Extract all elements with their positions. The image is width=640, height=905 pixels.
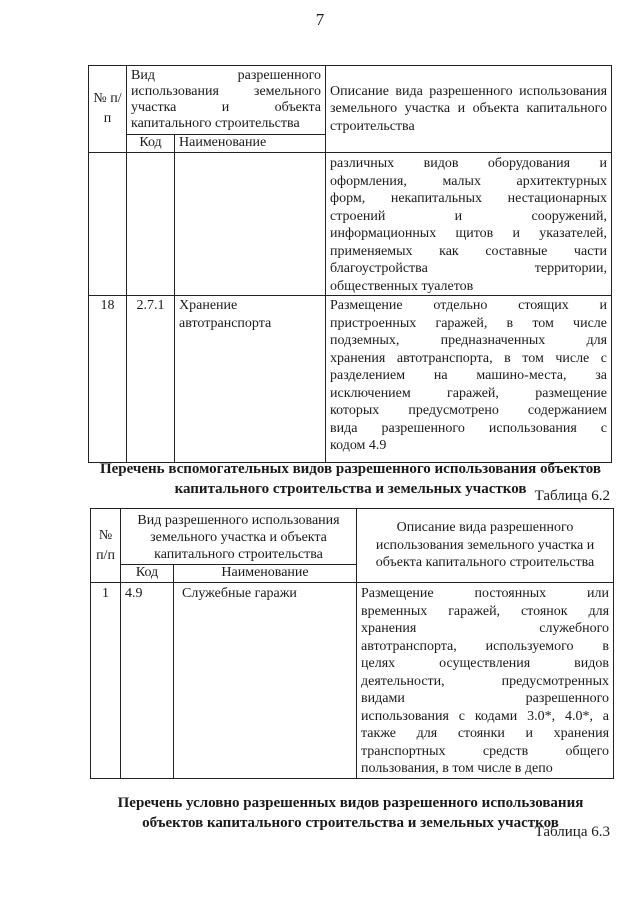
desc-line: оформления, малых архитектурных <box>330 173 608 189</box>
desc-line: форм, некапитальных нестационарных <box>330 191 608 206</box>
desc-line: разделением на машино-места, за <box>330 368 608 383</box>
desc-line: Размещение постоянных или <box>361 586 610 601</box>
row-num: 18 <box>89 296 127 463</box>
cont-num-cell <box>89 153 127 296</box>
desc-line: транспортных средств общего <box>361 743 610 759</box>
desc-line: автотранспорта, используемого в <box>361 638 610 654</box>
desc-line: также для стоянки и хранения <box>361 726 610 741</box>
table-row <box>89 296 612 463</box>
cont-description-cell <box>326 153 612 296</box>
desc-line: благоустройства территории, <box>330 261 608 276</box>
desc-line: различных видов оборудования и <box>330 156 608 171</box>
desc-line: использования с кодами 3.0*, 4.0*, а <box>361 708 610 724</box>
cont-code-cell <box>127 153 175 296</box>
section-heading-auxiliary: Перечень вспомогательных видов разрешенного использования объектов капитального строительства и земельных участков <box>99 461 602 497</box>
table-caption-6-2: Таблица 6.2 <box>534 488 610 504</box>
row-description <box>326 296 612 463</box>
desc-line: Размещение отдельно стоящих и <box>330 298 608 313</box>
row-name: Хранение автотранспорта <box>175 296 326 463</box>
row-num: 1 <box>91 583 121 779</box>
row-name: Служебные гаражи <box>174 583 357 779</box>
desc-line: целях осуществления видов <box>361 656 610 671</box>
desc-line: кодом 4.9 <box>330 438 387 453</box>
cont-name-cell <box>175 153 326 296</box>
row-description <box>357 583 614 779</box>
desc-line: применяемых как составные части <box>330 243 608 259</box>
desc-line: хранения служебного <box>361 621 610 636</box>
header-code: Код <box>121 565 174 583</box>
desc-line: деятельности, предусмотренных <box>361 673 610 689</box>
row-code: 4.9 <box>121 583 174 779</box>
header-type-group: Вид разрешенного использования земельного участка и объекта капитального строительства <box>127 66 326 135</box>
header-num: № п/п <box>91 509 121 583</box>
header-description: Описание вида разрешенного использования земельного участка и объекта капитального строительства <box>357 509 614 583</box>
row-code: 2.7.1 <box>127 296 175 463</box>
desc-line: подземных, предназначенных для <box>330 333 608 348</box>
desc-line: видами разрешенного <box>361 691 610 706</box>
header-type-group: Вид разрешенного использования земельного участка и объекта капитального строительства <box>121 509 357 565</box>
desc-line: пользования, в том числе в депо <box>361 761 553 776</box>
table-6-1-continuation <box>88 65 612 463</box>
table-row <box>91 583 614 779</box>
desc-line: исключением гаражей, размещение <box>330 385 608 401</box>
desc-line: временных гаражей, стоянок для <box>361 603 610 619</box>
header-name: Наименование <box>174 565 357 583</box>
page-number: 7 <box>315 10 325 29</box>
desc-line: пристроенных гаражей, в том числе <box>330 315 608 331</box>
table-caption-6-3: Таблица 6.3 <box>534 824 610 840</box>
header-description: Описание вида разрешенного использования земельного участка и объекта капитального строительства <box>326 66 612 153</box>
desc-line: вида разрешенного использования с <box>330 420 608 436</box>
section-heading-conditional: Перечень условно разрешенных видов разрешенного использования объектов капитального строительства и земельных участков <box>117 795 584 831</box>
desc-line: информационных щитов и указателей, <box>330 226 608 241</box>
desc-line: общественных туалетов <box>330 278 474 294</box>
table-6-2 <box>90 508 614 779</box>
desc-line: которых предусмотрено содержанием <box>330 403 608 418</box>
header-name: Наименование <box>175 135 326 153</box>
header-num: № п/п <box>89 66 127 153</box>
desc-line: хранения автотранспорта, в том числе с <box>330 350 608 366</box>
desc-line: строений и сооружений, <box>330 208 608 224</box>
header-code: Код <box>127 135 175 153</box>
